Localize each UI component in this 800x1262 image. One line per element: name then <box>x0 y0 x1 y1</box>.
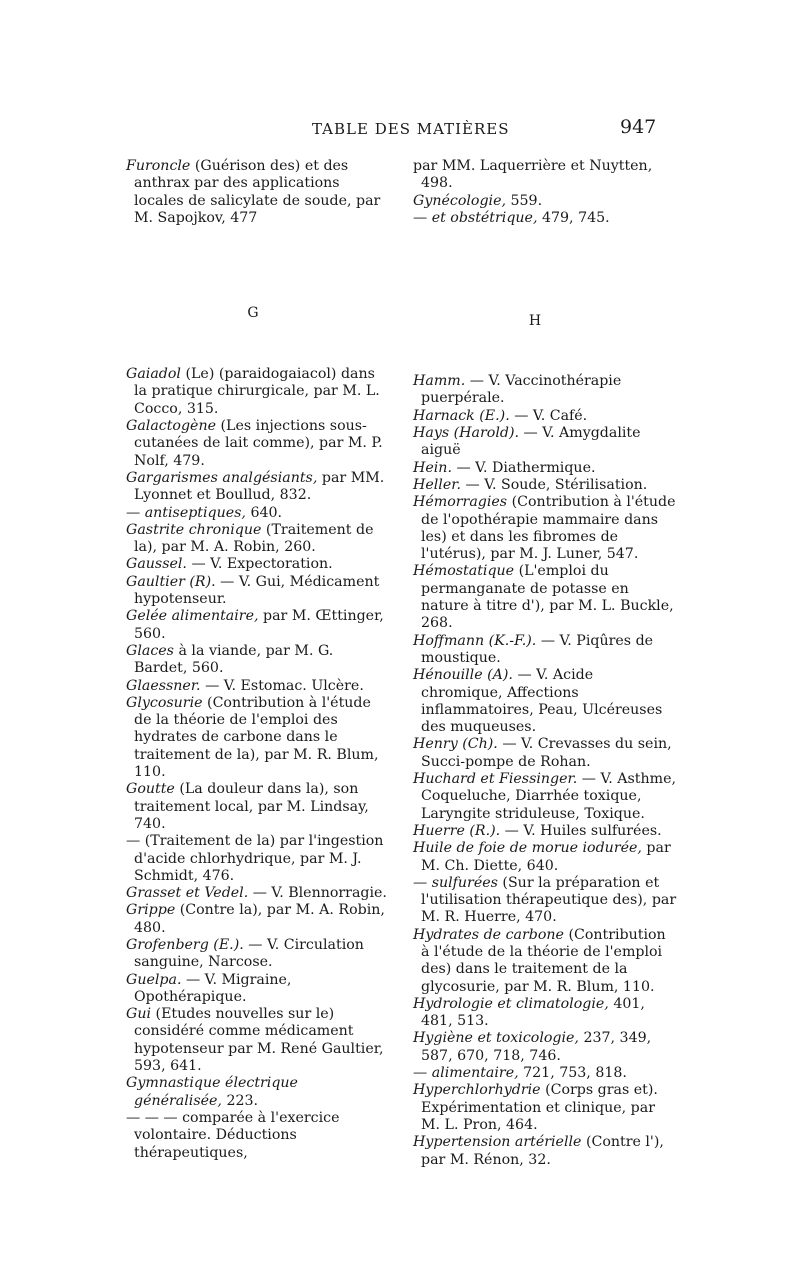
entry-heading: Hénouille (A). <box>413 667 513 684</box>
continued-entries <box>126 158 390 227</box>
entry-text: par M. Œttinger, 560. <box>134 608 384 642</box>
index-entry <box>413 927 677 996</box>
index-entry <box>126 418 390 470</box>
entry-heading: — alimentaire, <box>413 1065 519 1082</box>
index-entry <box>413 563 677 632</box>
entry-text: par MM. Lyonnet et Boullud, 832. <box>134 469 385 504</box>
entry-heading: Gaultier (R). <box>126 573 216 590</box>
entry-text: (Contre la), par M. A. Robin, 480. <box>134 902 385 936</box>
index-entries <box>126 366 390 1162</box>
entry-heading: Goutte <box>126 781 175 798</box>
entry-heading: Hémorragies <box>413 494 508 511</box>
entry-text: — V. Soude, Stérilisation. <box>465 476 648 493</box>
index-entry <box>126 158 390 227</box>
entry-heading: — — — <box>126 1109 178 1126</box>
entry-text: par MM. Laquerrière et Nuytten, 498. <box>413 158 653 192</box>
entry-text: 640. <box>250 504 283 521</box>
entry-heading: Hamm. <box>413 373 466 390</box>
entry-text: (Etudes nouvelles sur le) considéré comme médicament hypotenseur par M. René Gaultier, 593, 641. <box>134 1006 384 1075</box>
index-entry <box>413 494 677 563</box>
index-entry <box>126 1110 390 1162</box>
entry-text: — V. Huiles sulfurées. <box>504 822 662 839</box>
entry-text: 479, 745. <box>541 209 610 226</box>
left-column <box>126 158 390 1162</box>
entry-heading: Glaces <box>126 642 174 659</box>
index-entry <box>126 556 390 573</box>
index-entry <box>413 477 677 494</box>
index-entry <box>126 695 390 781</box>
index-entry <box>413 158 677 193</box>
entry-text: — V. Circulation sanguine, Narcose. <box>134 936 364 971</box>
entry-heading: — sulfurées <box>413 874 498 891</box>
index-entry <box>126 902 390 937</box>
section-letter-g: G <box>247 305 259 322</box>
entry-heading: Hein. <box>413 459 452 476</box>
entry-text: par M. Ch. Diette, 640. <box>421 840 671 874</box>
index-entry <box>413 667 677 736</box>
index-entry <box>126 643 390 678</box>
index-entry <box>413 823 677 840</box>
index-entry <box>413 996 677 1031</box>
index-entry <box>413 408 677 425</box>
index-entry <box>126 505 390 522</box>
entry-text: (Contribution à l'étude de l'opothérapie mammaire dans les) et dans les fibromes de l'utérus), par M. J. Luner, 547. <box>421 494 676 563</box>
index-entry <box>413 736 677 771</box>
right-column <box>413 158 677 1169</box>
entry-text: — V. Migraine, Opothérapique. <box>134 971 292 1005</box>
entry-text: — V. Expectoration. <box>191 556 333 573</box>
entry-heading: Hays (Harold). <box>413 425 519 442</box>
entry-text: (Le) (paraidogaiacol) dans la pratique chirurgicale, par M. L. Cocco, 315. <box>134 366 380 417</box>
entry-text: — V. Asthme, Coqueluche, Diarrhée toxique, Laryngite striduleuse, Toxique. <box>421 771 676 822</box>
entry-heading: Gargarismes analgésiants, <box>126 469 318 486</box>
entry-text: — V. Gui, Médicament hypotenseur. <box>134 573 380 608</box>
index-entry <box>413 840 677 875</box>
index-entry <box>413 1134 677 1169</box>
entry-heading: Grofenberg (E.). <box>126 936 244 953</box>
index-entry <box>126 678 390 695</box>
entry-text: (L'emploi du permanganate de potasse en nature à titre d'), par M. L. Buckle, 268. <box>421 563 674 632</box>
entry-heading: Huerre (R.). <box>413 822 501 839</box>
index-entry <box>126 885 390 902</box>
entry-heading: Gynécologie, <box>413 192 506 209</box>
entry-text: — V. Amygdalite aiguë <box>421 425 641 459</box>
entry-heading: Hémostatique <box>413 563 515 580</box>
entry-heading: Galactogène <box>126 418 216 435</box>
entry-heading: Henry (Ch). <box>413 736 498 753</box>
entry-text: 559. <box>510 192 543 209</box>
index-entry <box>126 937 390 972</box>
index-entry <box>126 366 390 418</box>
index-entry <box>126 972 390 1007</box>
entry-heading: Glaessner. <box>126 677 201 694</box>
entry-text: (Sur la préparation et l'utilisation thérapeutique des), par M. R. Huerre, 470. <box>421 874 677 926</box>
index-entry <box>126 608 390 643</box>
entry-heading: Hoffmann (K.-F.). <box>413 632 537 649</box>
entry-heading: Guelpa. <box>126 971 182 988</box>
entry-heading: Hypertension artérielle <box>413 1134 582 1151</box>
entry-text: 401, 481, 513. <box>421 995 645 1030</box>
index-entries <box>413 373 677 1169</box>
entry-heading: — <box>126 833 141 850</box>
page-number: 947 <box>620 116 657 138</box>
index-entry <box>126 1075 390 1110</box>
page-header <box>0 116 800 144</box>
entry-heading: Gelée alimentaire, <box>126 608 259 625</box>
index-entry <box>126 574 390 609</box>
entry-text: — V. Blennorragie. <box>252 885 387 902</box>
entry-heading: Gaiadol <box>126 366 181 383</box>
section-letter-h: H <box>528 313 542 330</box>
entry-text: — V. Crevasses du sein, Succi-pompe de Rohan. <box>421 736 672 770</box>
index-entry <box>413 210 677 227</box>
entry-text: (Contre l'), par M. Rénon, 32. <box>421 1134 664 1168</box>
entry-text: 237, 349, 587, 670, 718, 746. <box>421 1030 652 1064</box>
index-entry <box>413 373 677 408</box>
continued-entries <box>413 158 677 227</box>
entry-heading: Gui <box>126 1006 152 1023</box>
entry-heading: Furoncle <box>126 158 191 174</box>
index-entry <box>126 833 390 885</box>
entry-text: (Corps gras et). Expérimentation et clinique, par M. L. Pron, 464. <box>421 1082 658 1133</box>
entry-heading: Heller. <box>413 476 461 493</box>
entry-text: (Contribution à l'étude de la théorie de l'emploi des hydrates de carbone dans le traitement de la), par M. R. Blum, 110. <box>134 694 379 781</box>
entry-text: — V. Vaccinothérapie puerpérale. <box>421 373 622 407</box>
entry-heading: Hydrates de carbone <box>413 926 564 943</box>
entry-text: comparée à l'exercice volontaire. Déductions thérapeutiques, <box>134 1109 340 1161</box>
index-entry <box>413 425 677 460</box>
entry-heading: Hydrologie et climatologie, <box>413 995 609 1012</box>
entry-heading: Grasset et Vedel. <box>126 885 249 902</box>
entry-text: — V. Piqûres de moustique. <box>421 632 654 666</box>
entry-heading: Grippe <box>126 902 176 919</box>
entry-heading: Glycosurie <box>126 694 203 711</box>
index-entry <box>413 771 677 823</box>
entry-text: (Guérison des) et des anthrax par des applications locales de salicylate de soude, par M. Sapojkov, 477 <box>134 158 381 226</box>
entry-heading: Huchard et Fiessinger. <box>413 771 578 788</box>
running-title: TABLE DES MATIÈRES <box>312 120 510 138</box>
index-entry <box>413 1065 677 1082</box>
entry-heading: Harnack (E.). <box>413 407 510 424</box>
entry-text: — V. Acide chromique, Affections inflammatoires, Peau, Ulcéreuses des muqueuses. <box>421 667 663 736</box>
index-entry <box>126 470 390 505</box>
entry-text: — V. Estomac. Ulcère. <box>205 677 364 694</box>
entry-text: 721, 753, 818. <box>523 1065 627 1082</box>
entry-text: (Traitement de la), par M. A. Robin, 260. <box>134 521 374 556</box>
index-entry <box>413 460 677 477</box>
entry-text: — V. Café. <box>514 407 588 424</box>
entry-heading: — antiseptiques, <box>126 504 246 521</box>
entry-text: (Les injections sous-cutanées de lait comme), par M. P. Nolf, 479. <box>134 418 383 469</box>
index-entry <box>413 633 677 668</box>
entry-heading: Hygiène et toxicologie, <box>413 1030 579 1047</box>
entry-text: — V. Diathermique. <box>456 459 596 476</box>
entry-heading: — et obstétrique, <box>413 209 538 226</box>
entry-text: (Traitement de la) par l'ingestion d'acide chlorhydrique, par M. J. Schmidt, 476. <box>134 833 384 884</box>
index-entry <box>413 193 677 210</box>
entry-text: 223. <box>226 1092 259 1109</box>
entry-heading: Gaussel. <box>126 556 187 573</box>
entry-heading: Gastrite chronique <box>126 521 262 538</box>
entry-heading: Gymnastique électrique généralisée, <box>126 1075 298 1109</box>
entry-text: à la viande, par M. G. Bardet, 560. <box>134 642 334 677</box>
entry-text: (La douleur dans la), son traitement local, par M. Lindsay, 740. <box>134 781 369 832</box>
index-entry <box>413 1030 677 1065</box>
entry-heading: Hyperchlorhydrie <box>413 1082 541 1099</box>
index-entry <box>413 875 677 927</box>
index-entry <box>413 1082 677 1134</box>
index-entry <box>126 522 390 557</box>
index-entry <box>126 781 390 833</box>
entry-text: (Contribution à l'étude de la théorie de l'emploi des) dans le traitement de la glycosurie, par M. R. Blum, 110. <box>421 926 666 995</box>
index-entry <box>126 1006 390 1075</box>
entry-heading: Huile de foie de morue iodurée, <box>413 840 642 857</box>
